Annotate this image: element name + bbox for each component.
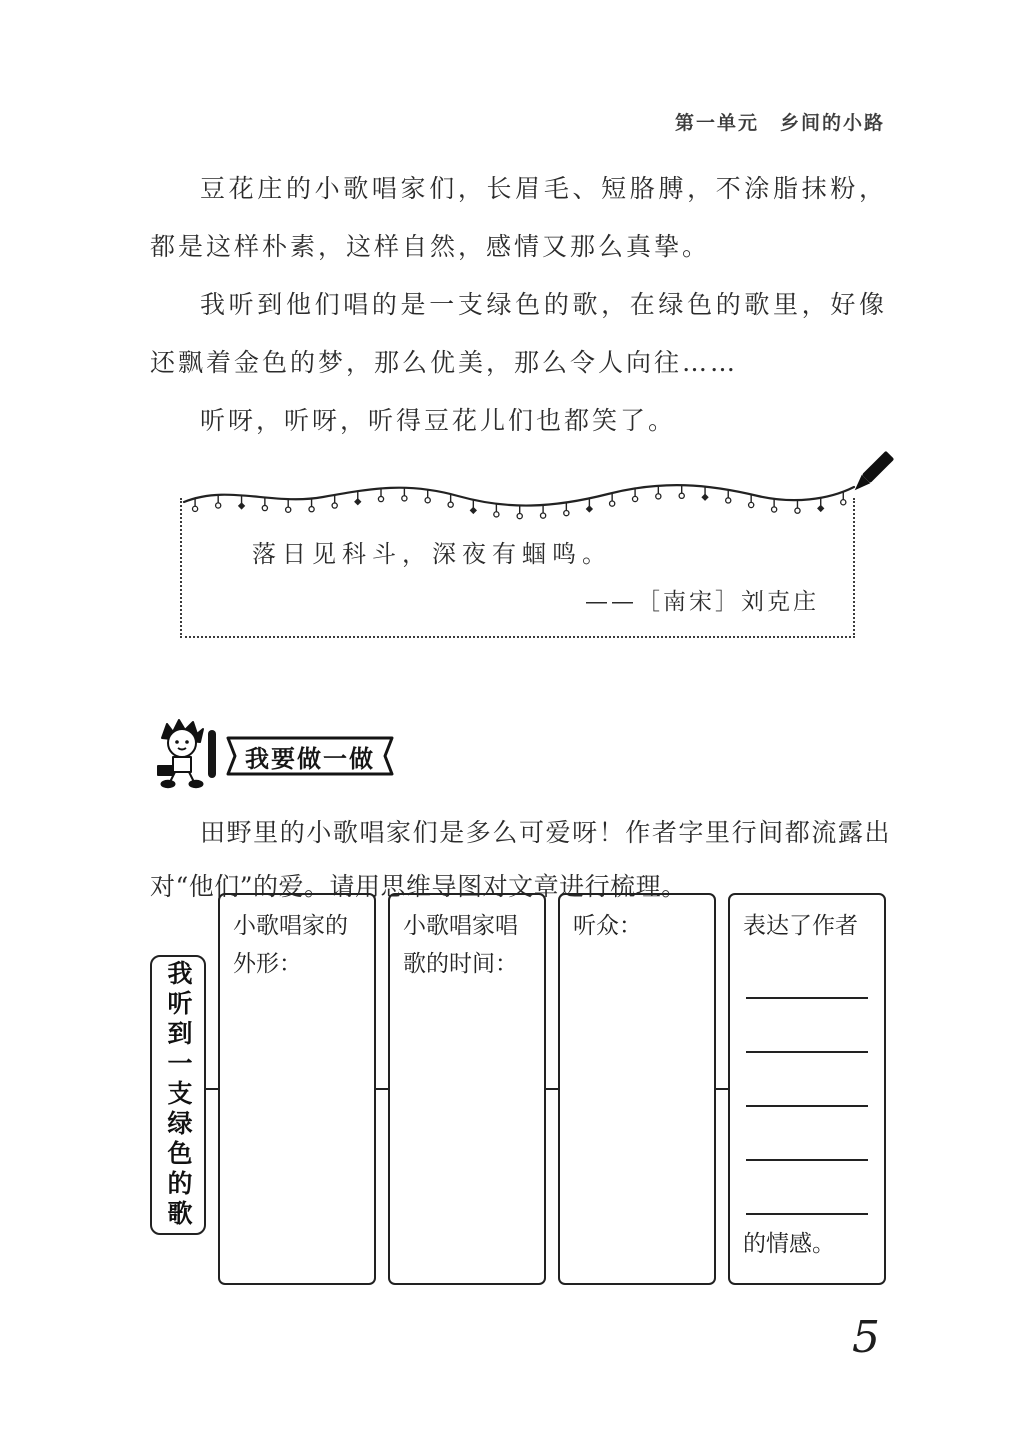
pen-icon: [840, 443, 902, 505]
fill-in-blank-line: [746, 999, 868, 1053]
paragraph-1: 豆花庄的小歌唱家们，长眉毛、短胳膊，不涂脂抹粉，都是这样朴素，这样自然，感情又那么真挚。: [150, 174, 887, 261]
poem-line: 落日见科斗，深夜有蝈鸣。: [252, 540, 612, 568]
activity-banner: [222, 734, 398, 778]
paragraph-2: 我听到他们唱的是一支绿色的歌，在绿色的歌里，好像还飘着金色的梦，那么优美，那么令人向往……: [150, 290, 887, 377]
connector-line: [546, 1088, 558, 1090]
box-suffix: 的情感。: [743, 1231, 835, 1257]
mindmap-box-audience: [558, 893, 716, 1285]
mindmap-box-time: [388, 893, 546, 1285]
mindmap-box-emotion: [728, 893, 886, 1285]
mindmap-root-box: [150, 955, 206, 1235]
lesson-text: [150, 160, 887, 450]
poem-attribution: ——［南宋］刘克庄: [585, 589, 819, 615]
activity-intro: 田野里的小歌唱家们是多么可爱呀！作者字里行间都流露出对“他们”的爱。请用思维导图对文章进行梳理。: [150, 818, 890, 901]
mindmap: [150, 893, 887, 1285]
paragraph-3: 听呀，听呀，听得豆花儿们也都笑了。: [200, 406, 677, 435]
fill-in-blank-line: [746, 945, 868, 999]
fill-in-blank-line: [746, 1107, 868, 1161]
fill-in-blank-line: [746, 1161, 868, 1215]
mindmap-root-label: 我听到一支绿色的歌: [164, 960, 193, 1230]
fill-in-blank-line: [746, 1053, 868, 1107]
box-label: 小歌唱家唱歌的时间：: [403, 913, 518, 977]
connector-line: [376, 1088, 388, 1090]
page-number: 5: [852, 1312, 880, 1363]
string-lights-icon: [178, 470, 860, 516]
connector-line: [716, 1088, 728, 1090]
connector-line: [206, 1088, 218, 1090]
poem-quote-box: [180, 498, 855, 638]
box-label: 小歌唱家的外形：: [233, 913, 348, 977]
banner-divider: [208, 730, 216, 778]
box-label: 表达了作者: [743, 913, 858, 939]
mindmap-box-appearance: [218, 893, 376, 1285]
unit-header: 第一单元 乡间的小路: [674, 113, 885, 134]
box-label: 听众：: [573, 913, 642, 939]
banner-label: 我要做一做: [245, 745, 375, 773]
